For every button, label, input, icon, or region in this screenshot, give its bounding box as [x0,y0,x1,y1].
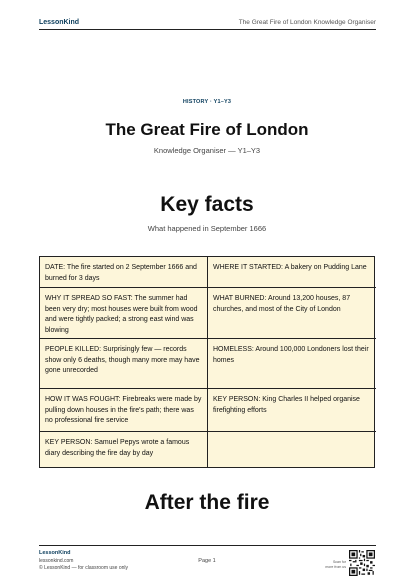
key-facts-table [39,256,375,468]
fact-cell: HOW IT WAS FOUGHT: Firebreaks were made by pulling down houses in the fire's path; there was no professional fire service [40,389,208,432]
subject-eyebrow: HISTORY · Y1–Y3 [182,99,232,105]
footer-copyright: © LessonKind — for classroom use only [39,565,129,571]
fact-cell: WHERE IT STARTED: A bakery on Pudding Lane [208,257,376,288]
qr-code-icon[interactable] [349,550,375,576]
footer-divider [39,545,376,546]
fact-cell: PEOPLE KILLED: Surprisingly few — records show only 6 deaths, though many more may have gone unrecorded [40,339,208,389]
footer-site-link[interactable]: lessonkind.com [39,558,74,564]
header-doc-title: The Great Fire of London Knowledge Organiser [238,19,376,26]
footer-brand[interactable]: LessonKind [39,550,71,556]
fact-cell: WHY IT SPREAD SO FAST: The summer had been very dry; most houses were built from wood and were tightly packed; a strong east wind was blowing [40,288,208,339]
fact-cell: KEY PERSON: King Charles II helped organise firefighting efforts [208,389,376,432]
page-title: The Great Fire of London [105,120,309,139]
fact-cell: KEY PERSON: Samuel Pepys wrote a famous diary describing the fire day by day [40,432,208,467]
fact-cell-empty [208,432,376,467]
after-fire-heading: After the fire [144,491,270,514]
qr-caption-line: Scan for [332,560,346,564]
page-number: Page 1 [198,558,216,564]
header-brand[interactable]: LessonKind [39,19,80,26]
fact-cell: DATE: The fire started on 2 September 1666 and burned for 3 days [40,257,208,288]
fact-cell: HOMELESS: Around 100,000 Londoners lost their homes [208,339,376,389]
key-facts-subheading: What happened in September 1666 [147,224,267,233]
page-header [39,14,376,30]
qr-caption [325,560,346,569]
key-facts-heading: Key facts [160,193,254,216]
page-subtitle: Knowledge Organiser — Y1–Y3 [153,146,261,155]
qr-caption-line: more from us [325,564,346,569]
fact-cell: WHAT BURNED: Around 13,200 houses, 87 churches, and most of the City of London [208,288,376,339]
